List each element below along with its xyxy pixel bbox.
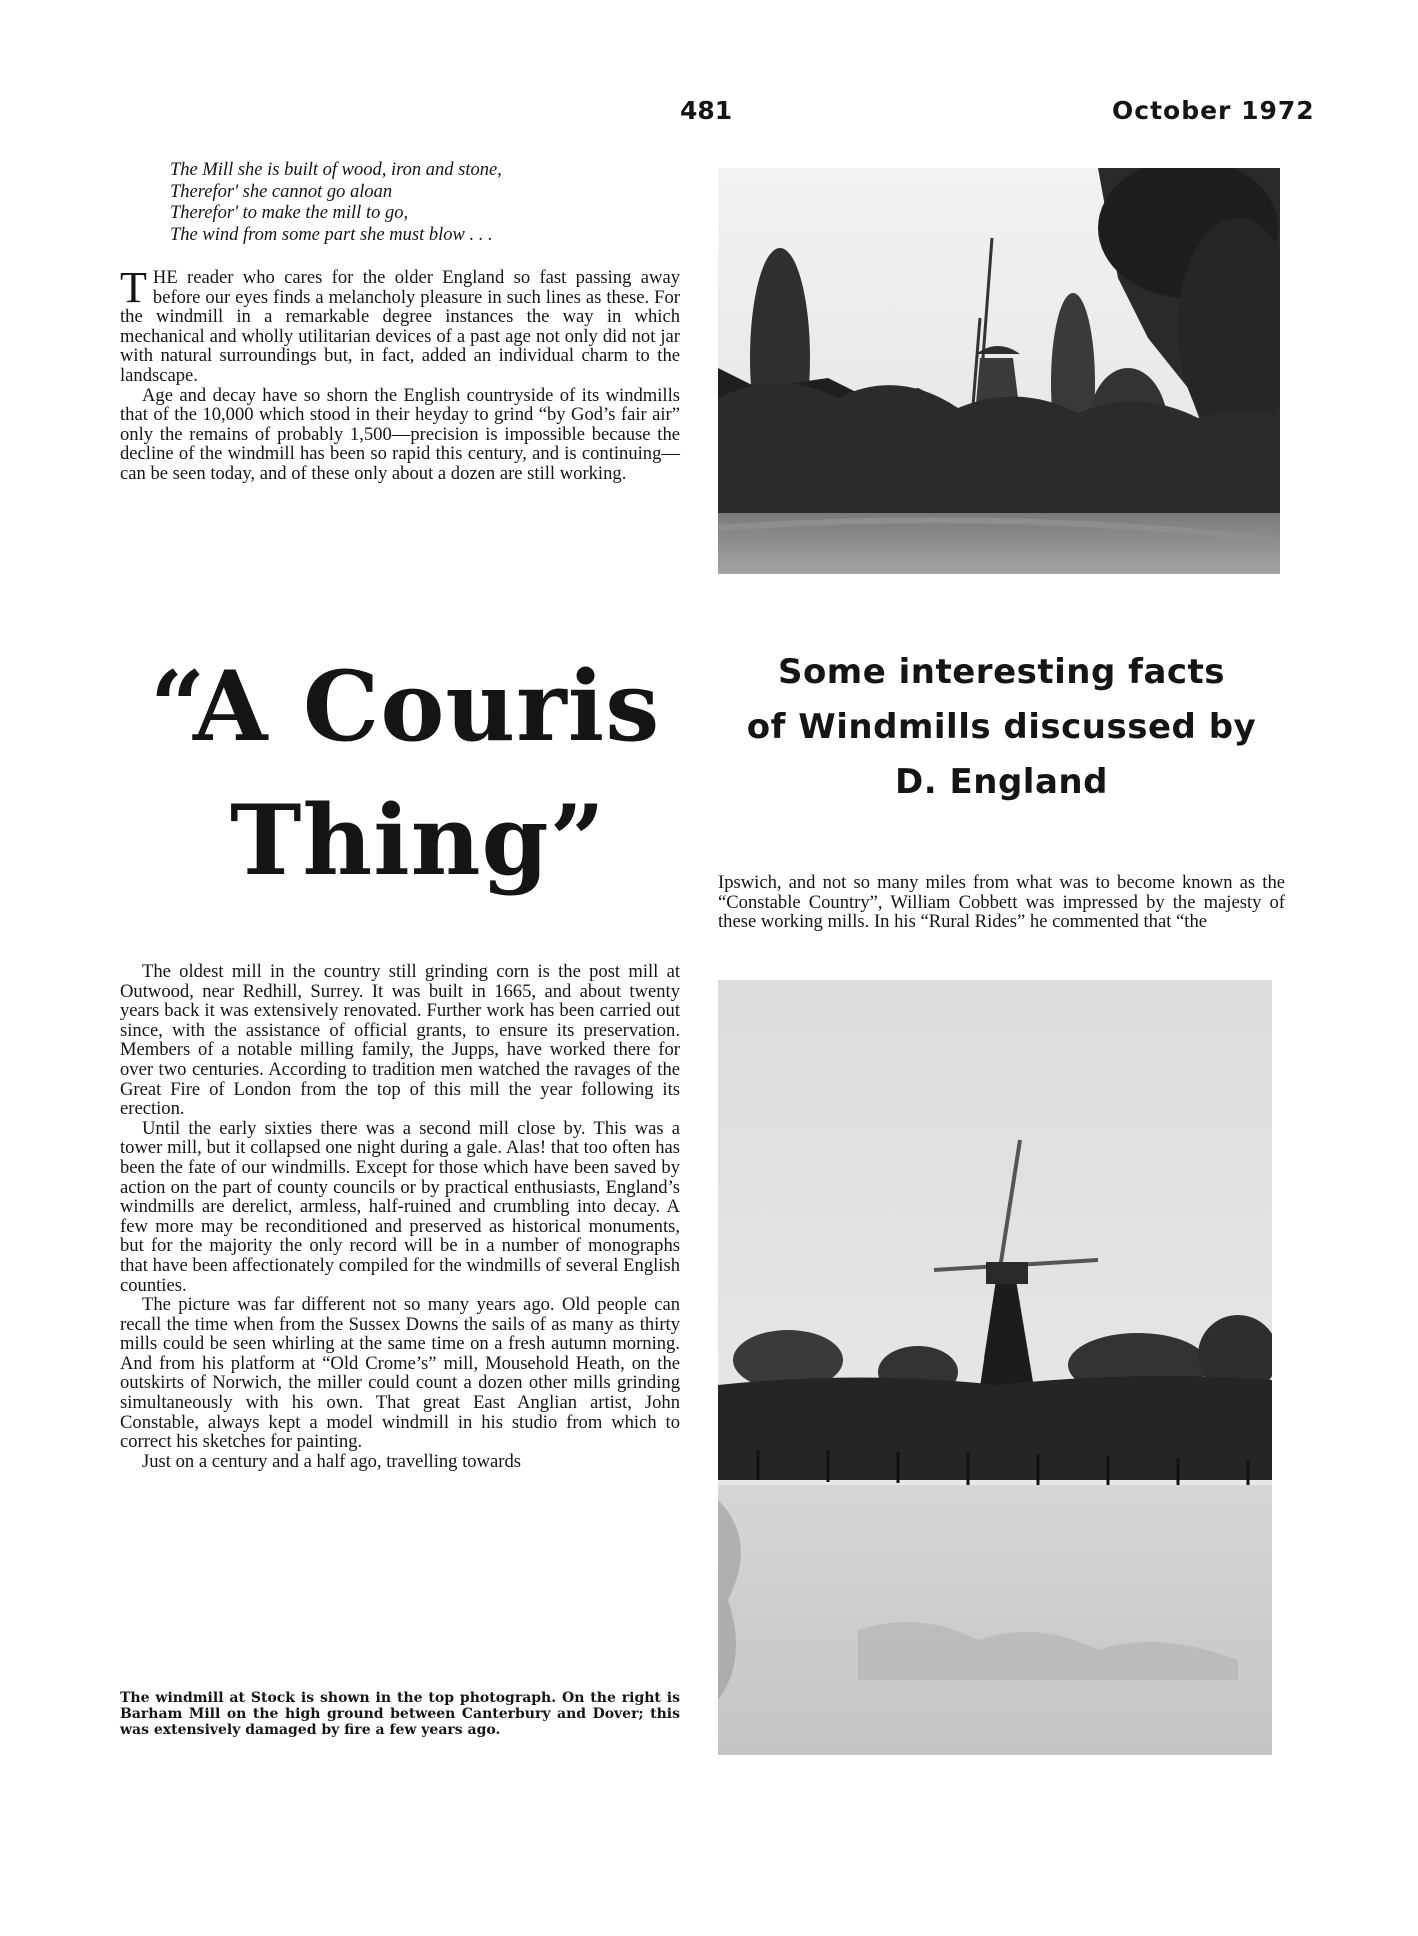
verse-line: The Mill she is built of wood, iron and stone, — [170, 160, 502, 180]
page-number: 481 — [680, 96, 733, 125]
subhead-line: of Windmills discussed by — [746, 707, 1257, 747]
body-paragraph: Until the early sixties there was a second mill close by. This was a tower mill, but it collapsed one night during a gale. Alas! that too often has been the fate of our windmills. Except for those which have been saved by action on the part of county councils or by practical enthusiasts, England’s windmills are derelict, armless, half-ruined and crumbling into decay. A few more may be reconditioned and preserved as historical monuments, but for the majority the only record will be in a number of monographs that have been affectionately compiled for the windmills of several English counties. — [120, 1117, 680, 1296]
verse-line: The wind from some part she must blow . . . — [170, 224, 493, 245]
author-byline: D. England — [895, 762, 1108, 802]
photo-barham-mill — [718, 980, 1272, 1755]
body-paragraph: The picture was far different not so many years ago. Old people can recall the time when from the Sussex Downs the sails of as many as thirty mills could be seen whirling at the same time on a fresh autumn morning. And from his platform at “Old Crome’s” mill, Mousehold Heath, on the outskirts of Norwich, the miller could count a dozen other mills grinding simultaneously with his own. That great East Anglian artist, John Constable, always kept a model windmill in his studio from which to correct his sketches for painting. — [120, 1294, 680, 1453]
intro-paragraph-text: HE reader who cares for the older England so fast passing away before our eyes finds a melancholy pleasure in such lines as these. For the windmill in a remarkable degree instances the way in which mechanical and wholly utilitarian devices of a past age not only did not jar with natural surroundings but, in fact, added an individual charm to the landscape. — [120, 267, 680, 386]
intro-text — [120, 263, 680, 484]
photo-caption: The windmill at Stock is shown in the top photograph. On the right is Barham Mill on the high ground between Canterbury and Dover; this was extensively damaged by fire a few years ago. — [120, 1690, 680, 1738]
drop-cap: T — [120, 263, 147, 312]
right-column-text — [718, 873, 1285, 932]
body-paragraph: The oldest mill in the country still grinding corn is the post mill at Outwood, near Redhill, Surrey. It was built in 1665, and about twenty years back it was extensively renovated. Further work has been carried out since, with the assistance of official grants, to ensure its preservation. Members of a notable milling family, the Jupps, have worked there for over two centuries. According to tradition men watched the ravages of the Great Fire of London from the top of this mill the year following its erection. — [120, 961, 680, 1120]
intro-paragraph — [120, 263, 680, 386]
photo-stock-windmill — [718, 168, 1280, 574]
verse-line: Therefor' to make the mill to go, — [170, 203, 409, 223]
article-headline — [150, 640, 680, 908]
article-subheading — [718, 645, 1285, 810]
continuation-paragraph: Ipswich, and not so many miles from what was to become known as the “Constable Country”, William Cobbett was impressed by the majesty of these working mills. In his “Rural Rides” he commented that “the — [718, 872, 1285, 933]
opening-verse — [120, 160, 730, 246]
intro-paragraph: Age and decay have so shorn the English countryside of its windmills that of the 10,000 which stood in their heyday to grind “by God’s fair air” only the remains of probably 1,500—precision is impossible because the decline of the windmill has been so rapid this century, and is continuing—can be seen today, and of these only about a dozen are still working. — [120, 384, 680, 484]
main-text — [120, 962, 680, 1471]
verse-line: Therefor' she cannot go aloan — [170, 181, 393, 202]
headline-line: Thing” — [230, 784, 606, 897]
body-paragraph: Just on a century and a half ago, travelling towards — [142, 1450, 521, 1472]
headline-line: “A Couris — [150, 650, 661, 763]
issue-date: October 1972 — [1112, 96, 1315, 125]
subhead-line: Some interesting facts — [777, 652, 1226, 692]
